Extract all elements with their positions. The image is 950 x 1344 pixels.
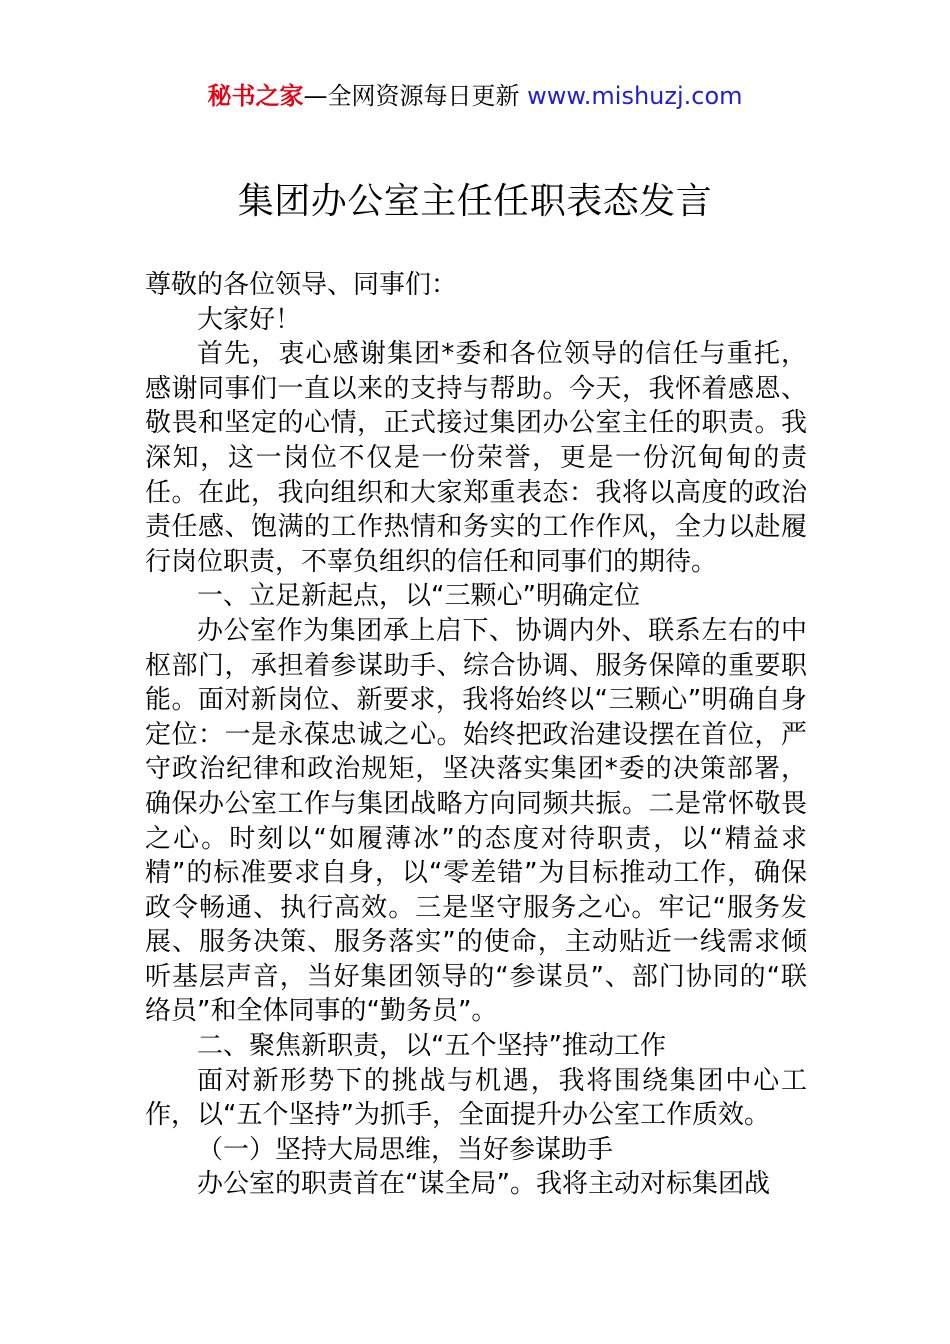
site-brand: 秘书之家: [207, 82, 304, 110]
section-heading-1: 一、立足新起点，以“三颗心”明确定位: [197, 581, 640, 612]
paragraph-section-2: 面对新形势下的挑战与机遇，我将围绕集团中心工作，以“五个坚持”为抓手，全面提升办公室工作质效。: [145, 1065, 807, 1131]
site-header: [0, 80, 950, 112]
paragraph-intro: 首先，衷心感谢集团*委和各位领导的信任与重托，感谢同事们一直以来的支持与帮助。今天，我怀着感恩、敬畏和坚定的心情，正式接过集团办公室主任的职责。我深知，这一岗位不仅是一份荣誉，更是一份沉甸甸的责任。在此，我向组织和大家郑重表态：我将以高度的政治责任感、饱满的工作热情和务实的工作作风，全力以赴履行岗位职责，不辜负组织的信任和同事们的期待。: [145, 339, 807, 577]
site-slogan: —全网资源每日更新: [303, 82, 528, 110]
site-link[interactable]: www.mishuzj.com: [527, 82, 743, 110]
section-heading-2: 二、聚焦新职责，以“五个坚持”推动工作: [197, 1031, 666, 1062]
salutation: 尊敬的各位领导、同事们：: [145, 270, 458, 300]
paragraph-section-1: 办公室作为集团承上启下、协调内外、联系左右的中枢部门，承担着参谋助手、综合协调、服务保障的重要职能。面对新岗位、新要求，我将始终以“三颗心”明确自身定位：一是永葆忠诚之心。始终把政治建设摆在首位，严守政治纪律和政治规矩，坚决落实集团*委的决策部署，确保办公室工作与集团战略方向同频共振。二是常怀敬畏之心。时刻以“如履薄冰”的态度对待职责，以“精益求精”的标准要求自身，以“零差错”为目标推动工作，确保政令畅通、执行高效。三是坚守服务之心。牢记“服务发展、服务决策、服务落实”的使命，主动贴近一线需求倾听基层声音，当好集团领导的“参谋员”、部门协同的“联络员”和全体同事的“勤务员”。: [145, 615, 807, 1027]
paragraph-greeting: 大家好！: [197, 304, 302, 335]
subsection-heading-1: （一）坚持大局思维，当好参谋助手: [197, 1134, 614, 1165]
document-body: [145, 268, 807, 1202]
document-title: 集团办公室主任任职表态发言: [237, 181, 713, 222]
paragraph-subsection-1: 办公室的职责首在“谋全局”。我将主动对标集团战: [197, 1169, 770, 1200]
